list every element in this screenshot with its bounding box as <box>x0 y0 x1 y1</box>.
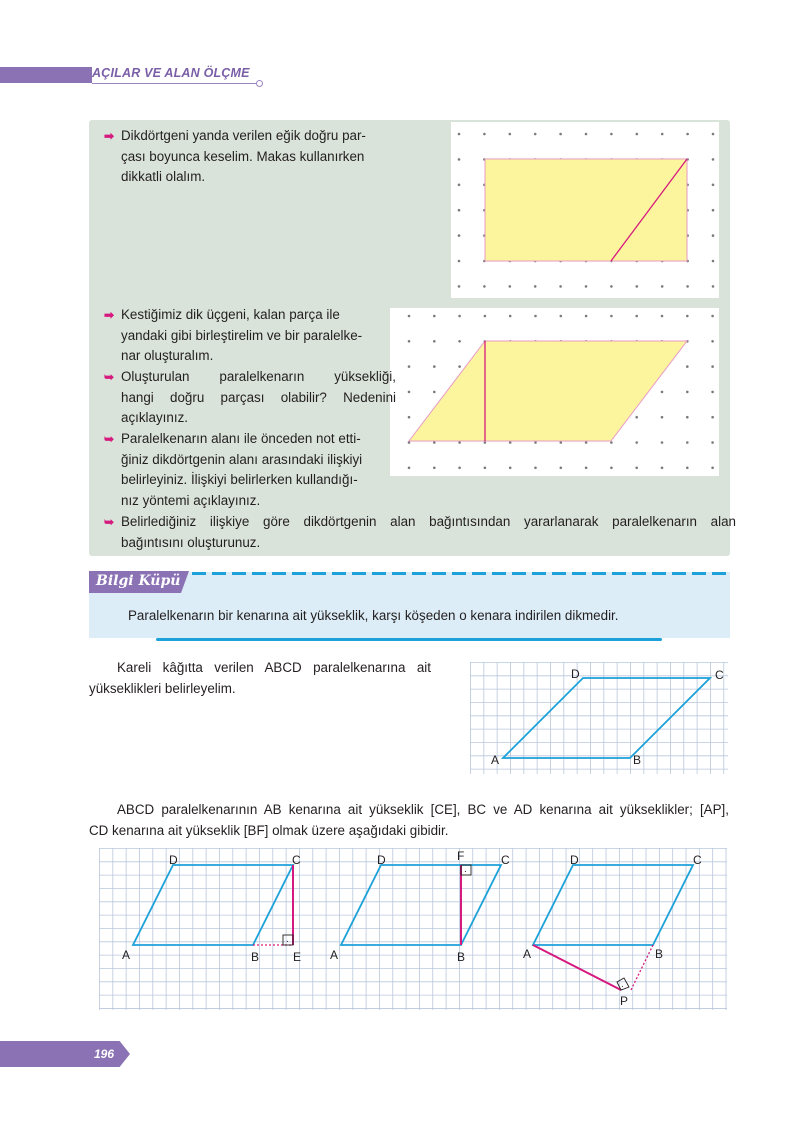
info-box-title: Bilgi Küpü <box>96 573 181 589</box>
grid-dot <box>433 467 436 470</box>
vertex-label-d: D <box>169 853 178 867</box>
grid-dot <box>610 315 613 318</box>
vertex-label-a: A <box>330 948 339 962</box>
chapter-title: AÇILAR VE ALAN ÖLÇME <box>92 66 250 80</box>
grid-dot <box>560 315 563 318</box>
grid-dot <box>661 315 664 318</box>
grid-dot <box>686 133 689 136</box>
vertex-label-a: A <box>523 947 532 961</box>
grid-dot <box>458 340 461 343</box>
grid-dot <box>686 467 689 470</box>
heights-figures <box>99 848 727 1010</box>
grid-dot <box>686 285 689 288</box>
vertex-label-c: C <box>292 853 301 867</box>
vertex-label-b: B <box>655 947 664 961</box>
grid-dot <box>636 133 639 136</box>
vertex-label-d: D <box>570 853 579 867</box>
arrow-bullet-icon: ➥ <box>104 370 115 384</box>
grid-dot <box>484 315 487 318</box>
grid-dot <box>458 260 461 263</box>
figure-height-ce <box>122 853 301 964</box>
grid-dot <box>509 315 512 318</box>
parallelogram-1 <box>133 865 293 945</box>
grid-dot <box>408 365 411 368</box>
grid-dot <box>458 315 461 318</box>
grid-dot <box>661 441 664 444</box>
grid-dot <box>711 391 714 394</box>
info-box-text: Paralelkenarın bir kenarına ait yükseklik, karşı köşeden o kenara indirilen dikmedir. <box>128 608 619 623</box>
step-1 <box>104 126 397 188</box>
grid-dot <box>483 133 486 136</box>
grid-dot <box>610 285 613 288</box>
step-1-line-2: çası boyunca keselim. Makas kullanırken <box>121 148 365 164</box>
page-number: 196 <box>94 1047 115 1061</box>
grid-dot <box>712 285 715 288</box>
grid-dot <box>661 285 664 288</box>
step-2 <box>104 305 396 367</box>
paragraph-2-line-2: CD kenarına ait yükseklik [BF] olmak üzere aşağıdaki gibidir. <box>89 822 449 838</box>
grid-dot <box>433 340 436 343</box>
vertex-label-c: C <box>501 853 510 867</box>
grid-dot <box>458 234 461 237</box>
vertex-label-e: E <box>293 950 302 964</box>
grid-dot <box>458 158 461 161</box>
grid-dot <box>661 133 664 136</box>
parallelogram-2 <box>341 865 501 945</box>
grid-dot <box>458 285 461 288</box>
grid-dot <box>711 467 714 470</box>
question-2 <box>104 429 396 511</box>
right-angle-dot-f: . <box>464 864 467 875</box>
grid-dot <box>408 467 411 470</box>
arrow-bullet-icon: ➥ <box>104 432 115 446</box>
info-box-dashed-rule <box>192 572 728 575</box>
grid-dot <box>408 340 411 343</box>
grid-dot <box>458 133 461 136</box>
vertex-label-c: C <box>715 668 724 682</box>
step-2-line-1: Kestiğimiz dik üçgeni, kalan parça ile <box>121 307 340 322</box>
question-3-line-1: Belirlediğiniz ilişkiye göre dikdörtgenin alan bağıntısından yararlanarak paralelkenarın alan <box>121 514 736 529</box>
grid-dot <box>686 315 689 318</box>
yellow-parallelogram <box>409 341 687 441</box>
grid-dot <box>661 391 664 394</box>
step-2-line-3: nar oluşturalım. <box>121 348 214 364</box>
info-box-underline <box>156 638 662 641</box>
grid-dot <box>534 467 537 470</box>
grid-dot <box>610 133 613 136</box>
grid-dot <box>458 365 461 368</box>
question-1-line-2: hangi doğru parçası olabilir? Nedenini <box>121 389 396 405</box>
step-1-line-3: dikkatli olalım. <box>121 169 206 185</box>
grid-dot <box>458 184 461 187</box>
grid-dot <box>408 441 411 444</box>
parallelogram-3 <box>533 865 693 945</box>
grid-dot <box>636 285 639 288</box>
grid-dot <box>712 234 715 237</box>
paragraph-2-line-1: ABCD paralelkenarının AB kenarına ait yükseklik [CE], BC ve AD kenarına ait yükseklikler; [AP], <box>117 802 729 817</box>
question-2-line-1: Paralelkenarın alanı ile önceden not etti- <box>121 431 361 446</box>
grid-dot <box>560 467 563 470</box>
grid-dot <box>686 416 689 419</box>
chapter-band <box>0 67 92 83</box>
question-1-line-3: açıklayınız. <box>121 410 188 426</box>
grid-dot <box>585 467 588 470</box>
vertex-label-b: B <box>457 950 466 964</box>
grid-dot <box>585 285 588 288</box>
grid-dot <box>635 467 638 470</box>
info-box <box>89 572 730 638</box>
grid-dot <box>686 391 689 394</box>
grid-dot <box>661 467 664 470</box>
vertex-label-f: F <box>457 849 465 863</box>
grid-dot <box>534 315 537 318</box>
grid-dot <box>458 467 461 470</box>
paragraph-1 <box>89 658 431 699</box>
grid-dot <box>686 365 689 368</box>
vertex-label-a: A <box>491 753 500 767</box>
grid-dot <box>585 133 588 136</box>
step-1-line-1: Dikdörtgeni yanda verilen eğik doğru par- <box>121 128 366 143</box>
grid-dot <box>610 467 613 470</box>
grid-dot <box>408 315 411 318</box>
grid-dot <box>509 441 512 444</box>
grid-dot <box>559 133 562 136</box>
grid-dot <box>635 441 638 444</box>
paragraph-2 <box>89 800 729 841</box>
vertex-label-c: C <box>693 853 702 867</box>
extension-bp <box>631 945 653 990</box>
grid-dot <box>711 441 714 444</box>
question-1-line-1: Oluşturulan paralelkenarın yüksekliği, <box>121 369 396 384</box>
arrow-bullet-icon: ➥ <box>104 515 115 529</box>
grid-dot <box>433 365 436 368</box>
main-parallelogram-figure <box>470 662 728 774</box>
figure-height-ap <box>523 853 702 1008</box>
grid-dot <box>560 441 563 444</box>
grid-dot <box>433 315 436 318</box>
question-2-line-4: nız yöntemi açıklayınız. <box>121 492 261 508</box>
grid-dot <box>610 441 613 444</box>
grid-dot <box>483 285 486 288</box>
figure-height-bf <box>330 849 510 964</box>
grid-dot <box>711 416 714 419</box>
grid-dot <box>711 340 714 343</box>
arrow-bullet-icon: ➡ <box>104 129 115 143</box>
question-3 <box>104 512 736 553</box>
grid-dot <box>433 441 436 444</box>
grid-dot <box>509 467 512 470</box>
grid-dot <box>635 416 638 419</box>
grid-dot <box>509 285 512 288</box>
chapter-rule <box>92 83 258 84</box>
grid-dot <box>661 416 664 419</box>
paragraph-1-line-2: yükseklikleri belirleyelim. <box>89 680 236 696</box>
grid-dot <box>534 285 537 288</box>
question-2-line-3: belirleyiniz. İlişkiyi belirlerken kullandığı- <box>121 472 358 488</box>
vertex-label-b: B <box>251 950 260 964</box>
grid-dot <box>712 260 715 263</box>
yellow-rectangle <box>485 159 687 261</box>
grid-dot <box>686 441 689 444</box>
vertex-label-d: D <box>571 667 580 681</box>
grid-dot <box>433 391 436 394</box>
question-2-line-2: ğiniz dikdörtgenin alanı arasındaki ilişkiyi <box>121 451 363 467</box>
grid-dot <box>711 365 714 368</box>
question-1 <box>104 367 396 429</box>
grid-dot <box>408 391 411 394</box>
dot-grid-parallelogram <box>390 308 719 476</box>
grid-dot <box>635 315 638 318</box>
grid-dot <box>712 209 715 212</box>
grid-dot <box>484 441 487 444</box>
paragraph-1-line-1: Kareli kâğıtta verilen ABCD paralelkenarına ait <box>117 660 431 675</box>
parallelogram-abcd <box>503 678 710 758</box>
grid-dot <box>408 416 411 419</box>
vertex-label-d: D <box>377 853 386 867</box>
grid-dot <box>534 133 537 136</box>
vertex-label-b: B <box>633 753 642 767</box>
grid-dot <box>509 133 512 136</box>
right-angle-dot-e: . <box>286 934 289 945</box>
grid-dot <box>458 209 461 212</box>
grid-dot <box>712 133 715 136</box>
right-angle-dot-p: . <box>621 979 624 990</box>
grid-dot <box>712 184 715 187</box>
vertex-label-a: A <box>122 948 131 962</box>
grid-dot <box>585 441 588 444</box>
vertex-label-p: P <box>620 994 629 1008</box>
grid-dot <box>534 441 537 444</box>
arrow-bullet-icon: ➡ <box>104 308 115 322</box>
grid-dot <box>458 441 461 444</box>
grid-dot <box>559 285 562 288</box>
step-2-line-2: yandaki gibi birleştirelim ve bir paralelke- <box>121 327 363 343</box>
grid-dot <box>711 315 714 318</box>
grid-dot <box>585 315 588 318</box>
question-3-line-2: bağıntısını oluşturunuz. <box>121 534 261 550</box>
grid-dot <box>712 158 715 161</box>
dot-grid-rectangle <box>451 122 719 298</box>
height-ap <box>533 945 621 990</box>
chapter-ring <box>256 80 263 87</box>
grid-dot <box>484 467 487 470</box>
